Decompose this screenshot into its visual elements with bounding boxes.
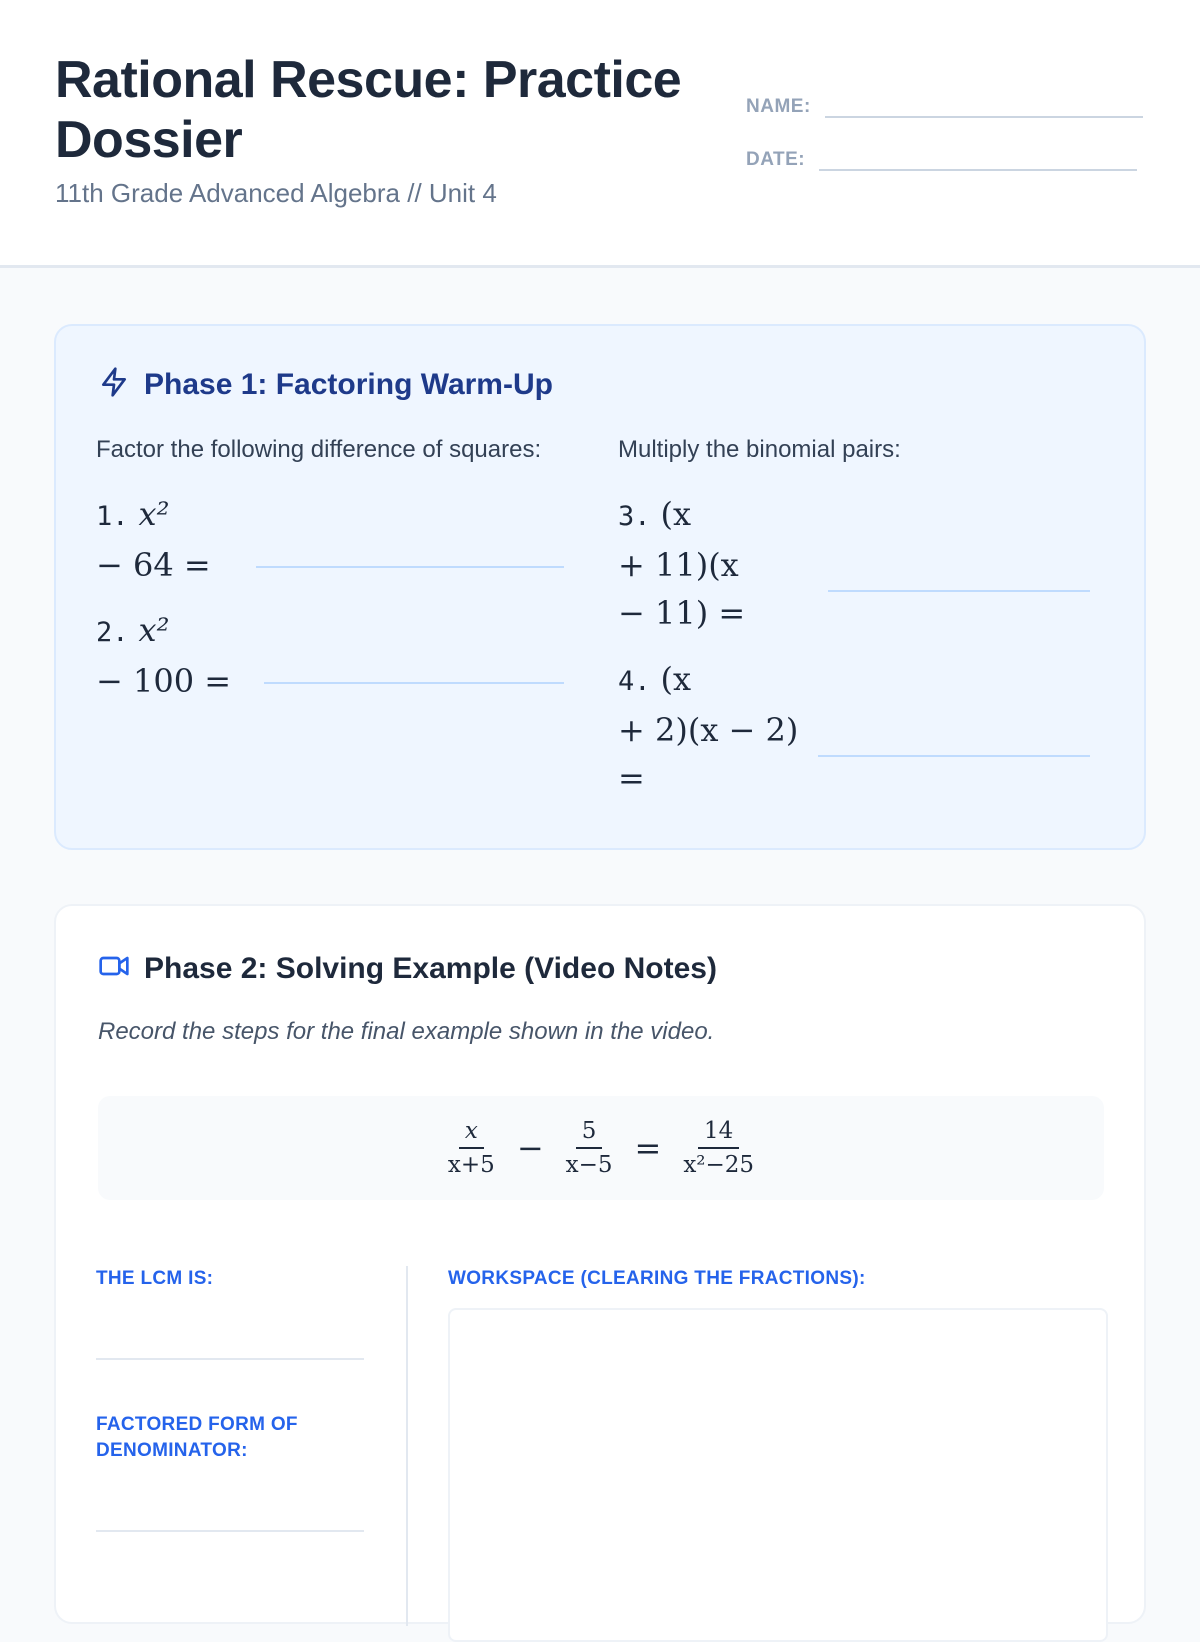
denominator: x²−25 bbox=[683, 1152, 755, 1178]
problem-expression: + 2)(x − 2) bbox=[618, 711, 799, 749]
numerator: 5 bbox=[576, 1117, 603, 1149]
answer-line-2[interactable] bbox=[264, 682, 564, 684]
fraction-2 bbox=[560, 1117, 619, 1179]
problem-expression: = bbox=[618, 759, 645, 797]
phase1-left-instruction: Factor the following difference of squares: bbox=[96, 436, 542, 463]
numerator: x bbox=[459, 1117, 484, 1149]
problem-expression: (x bbox=[660, 495, 692, 533]
fraction-3 bbox=[677, 1117, 760, 1179]
problem-1 bbox=[96, 490, 211, 589]
phase2-title: Phase 2: Solving Example (Video Notes) bbox=[144, 951, 717, 985]
lcm-label: THE LCM IS: bbox=[96, 1268, 214, 1289]
problem-expression: − 100 = bbox=[96, 662, 232, 700]
factored-answer-line[interactable] bbox=[96, 1530, 364, 1532]
video-camera-icon bbox=[98, 950, 130, 987]
phase2-note: Record the steps for the final example shown in the video. bbox=[98, 1018, 715, 1045]
answer-line-3[interactable] bbox=[828, 590, 1090, 592]
problem-number: 4. bbox=[618, 666, 651, 697]
factored-denominator-label: FACTORED FORM OF DENOMINATOR: bbox=[96, 1414, 298, 1461]
rational-equation bbox=[98, 1096, 1104, 1200]
column-divider bbox=[406, 1266, 408, 1626]
phase2-card bbox=[54, 904, 1146, 1624]
denominator: x−5 bbox=[565, 1152, 613, 1178]
problem-4 bbox=[618, 655, 798, 802]
page-subtitle: 11th Grade Advanced Algebra // Unit 4 bbox=[55, 178, 497, 208]
lcm-answer-line[interactable] bbox=[96, 1358, 364, 1360]
phase1-title: Phase 1: Factoring Warm-Up bbox=[144, 367, 553, 401]
name-label: NAME: bbox=[746, 96, 811, 117]
problem-3 bbox=[618, 490, 745, 637]
answer-line-4[interactable] bbox=[818, 755, 1090, 757]
name-field[interactable] bbox=[825, 92, 1143, 118]
workspace-area[interactable] bbox=[448, 1308, 1108, 1642]
problem-expression: (x bbox=[660, 660, 692, 698]
problem-number: 3. bbox=[618, 501, 651, 532]
problem-expression: x² bbox=[138, 495, 170, 533]
problem-expression: + 11)(x bbox=[618, 546, 739, 584]
problem-expression: − 11) = bbox=[618, 594, 746, 632]
phase2-header bbox=[98, 950, 717, 987]
phase1-header bbox=[98, 366, 553, 403]
problem-number: 2. bbox=[96, 617, 129, 648]
fraction-1 bbox=[442, 1117, 501, 1179]
worksheet-header bbox=[0, 0, 1200, 268]
workspace-label: WORKSPACE (CLEARING THE FRACTIONS): bbox=[448, 1268, 866, 1289]
operator: − bbox=[516, 1129, 544, 1167]
name-field-row bbox=[746, 92, 1143, 118]
page-title: Rational Rescue: Practice Dossier bbox=[55, 51, 682, 169]
problem-expression: x² bbox=[138, 611, 170, 649]
date-field[interactable] bbox=[819, 145, 1137, 171]
answer-line-1[interactable] bbox=[256, 566, 564, 568]
date-label: DATE: bbox=[746, 149, 806, 170]
equation-box bbox=[98, 1096, 1104, 1200]
numerator: 14 bbox=[698, 1117, 739, 1149]
phase1-right-instruction: Multiply the binomial pairs: bbox=[618, 436, 901, 463]
lightning-icon bbox=[98, 366, 130, 403]
problem-expression: − 64 = bbox=[96, 546, 211, 584]
denominator: x+5 bbox=[447, 1152, 495, 1178]
problem-number: 1. bbox=[96, 501, 129, 532]
phase1-card bbox=[54, 324, 1146, 850]
operator: = bbox=[634, 1129, 662, 1167]
date-field-row bbox=[746, 145, 1137, 171]
problem-2 bbox=[96, 606, 231, 705]
